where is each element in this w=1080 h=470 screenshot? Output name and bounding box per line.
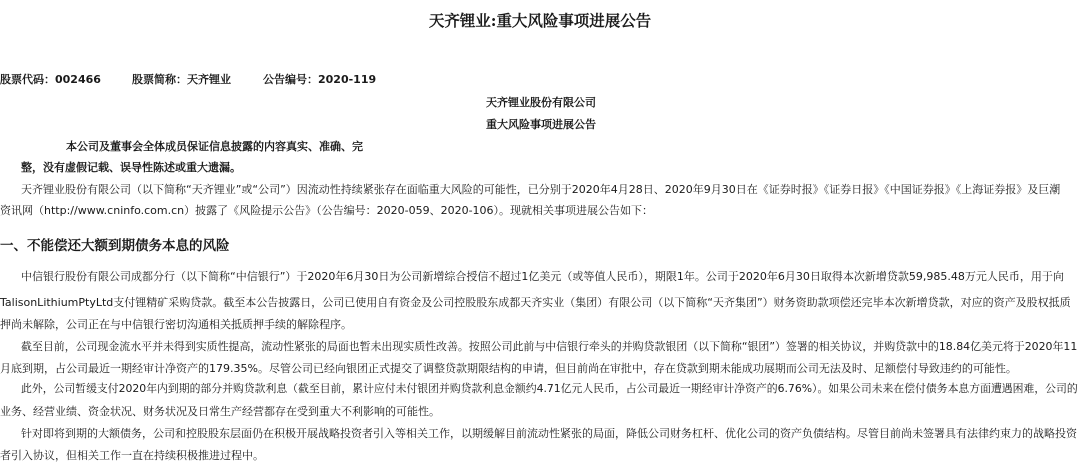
- company-name: 天齐锂业股份有限公司: [486, 96, 596, 109]
- board-declaration-line: 本公司及董事会全体成员保证信息披露的内容真实、准确、完: [66, 140, 363, 153]
- paragraph-line: 截至目前，公司现金流水平并未得到实质性提高，流动性紧张的局面也暂未出现实质性改善。按照公司此前与中信银行牵头的并购贷款银团（以下简称“银团”）签署的相关协议，并购贷款中的18.84亿美元将于2020年11: [21, 340, 1078, 353]
- announcement-name: 重大风险事项进展公告: [486, 118, 596, 131]
- paragraph-line: 针对即将到期的大额债务，公司和控股股东层面仍在积极开展战略投资者引入等相关工作，以期缓解目前流动性紧张的局面，降低公司财务杠杆、优化公司的资产负债结构。尽管目前尚未签署具有法律约束力的战略投资: [21, 427, 1077, 440]
- board-declaration-line: 整，没有虚假记载、误导性陈述或重大遗漏。: [21, 161, 241, 174]
- paragraph-line: 押尚未解除，公司正在与中信银行密切沟通相关抵质押手续的解除程序。: [0, 318, 352, 331]
- paragraph-line: 业务、经营业绩、资金状况、财务状况及日常生产经营都存在受到重大不利影响的可能性。: [0, 405, 440, 418]
- intro-line: 资讯网（http://www.cninfo.com.cn）披露了《风险提示公告》（公告编号：2020-059、2020-106）。现就相关事项进展公告如下：: [0, 204, 654, 217]
- intro-line: 天齐锂业股份有限公司（以下简称“天齐锂业”或“公司”）因流动性持续紧张存在面临重大风险的可能性，已分别于2020年4月28日、2020年9月30日在《证券时报》《证券日报》《中国证券报》《上海证券报》及巨潮: [21, 183, 1061, 196]
- paragraph-line: 中信银行股份有限公司成都分行（以下简称“中信银行”）于2020年6月30日为公司新增综合授信不超过1亿美元（或等值人民币），期限1年。公司于2020年6月30日取得本次新增贷款59,985.48万元人民币，用于向: [21, 270, 1064, 283]
- stock-abbreviation: 股票简称：天齐锂业: [132, 73, 231, 86]
- stock-code: 股票代码：002466: [0, 73, 101, 86]
- announcement-number: 公告编号：2020-119: [263, 73, 377, 86]
- paragraph-line: 此外，公司暂缓支付2020年内到期的部分并购贷款利息（截至目前，累计应付未付银团并购贷款利息金额约4.71亿元人民币，占公司最近一期经审计净资产的6.76%）。如果公司未来在偿付债务本息方面遭遇困难，公司的: [21, 382, 1078, 395]
- paragraph-line: 者引入协议，但相关工作一直在持续积极推进过程中。: [0, 449, 264, 462]
- document-title: 天齐锂业:重大风险事项进展公告: [428, 11, 652, 30]
- paragraph-line: 月底到期，占公司最近一期经审计净资产的179.35%。尽管公司已经向银团正式提交了调整贷款期限结构的申请，但目前尚在审批中，存在贷款到期未能成功展期而公司无法及时、足额偿付导致违约的可能性。: [0, 362, 1017, 375]
- section-heading: 一、不能偿还大额到期债务本息的风险: [0, 238, 230, 254]
- paragraph-line: TalisonLithiumPtyLtd支付锂精矿采购贷款。截至本公告披露日，公司已使用自有资金及公司控股股东成都天齐实业（集团）有限公司（以下简称“天齐集团”）财务资助款项偿还完毕本次新增贷款，对应的资产及股权抵质: [0, 296, 1071, 309]
